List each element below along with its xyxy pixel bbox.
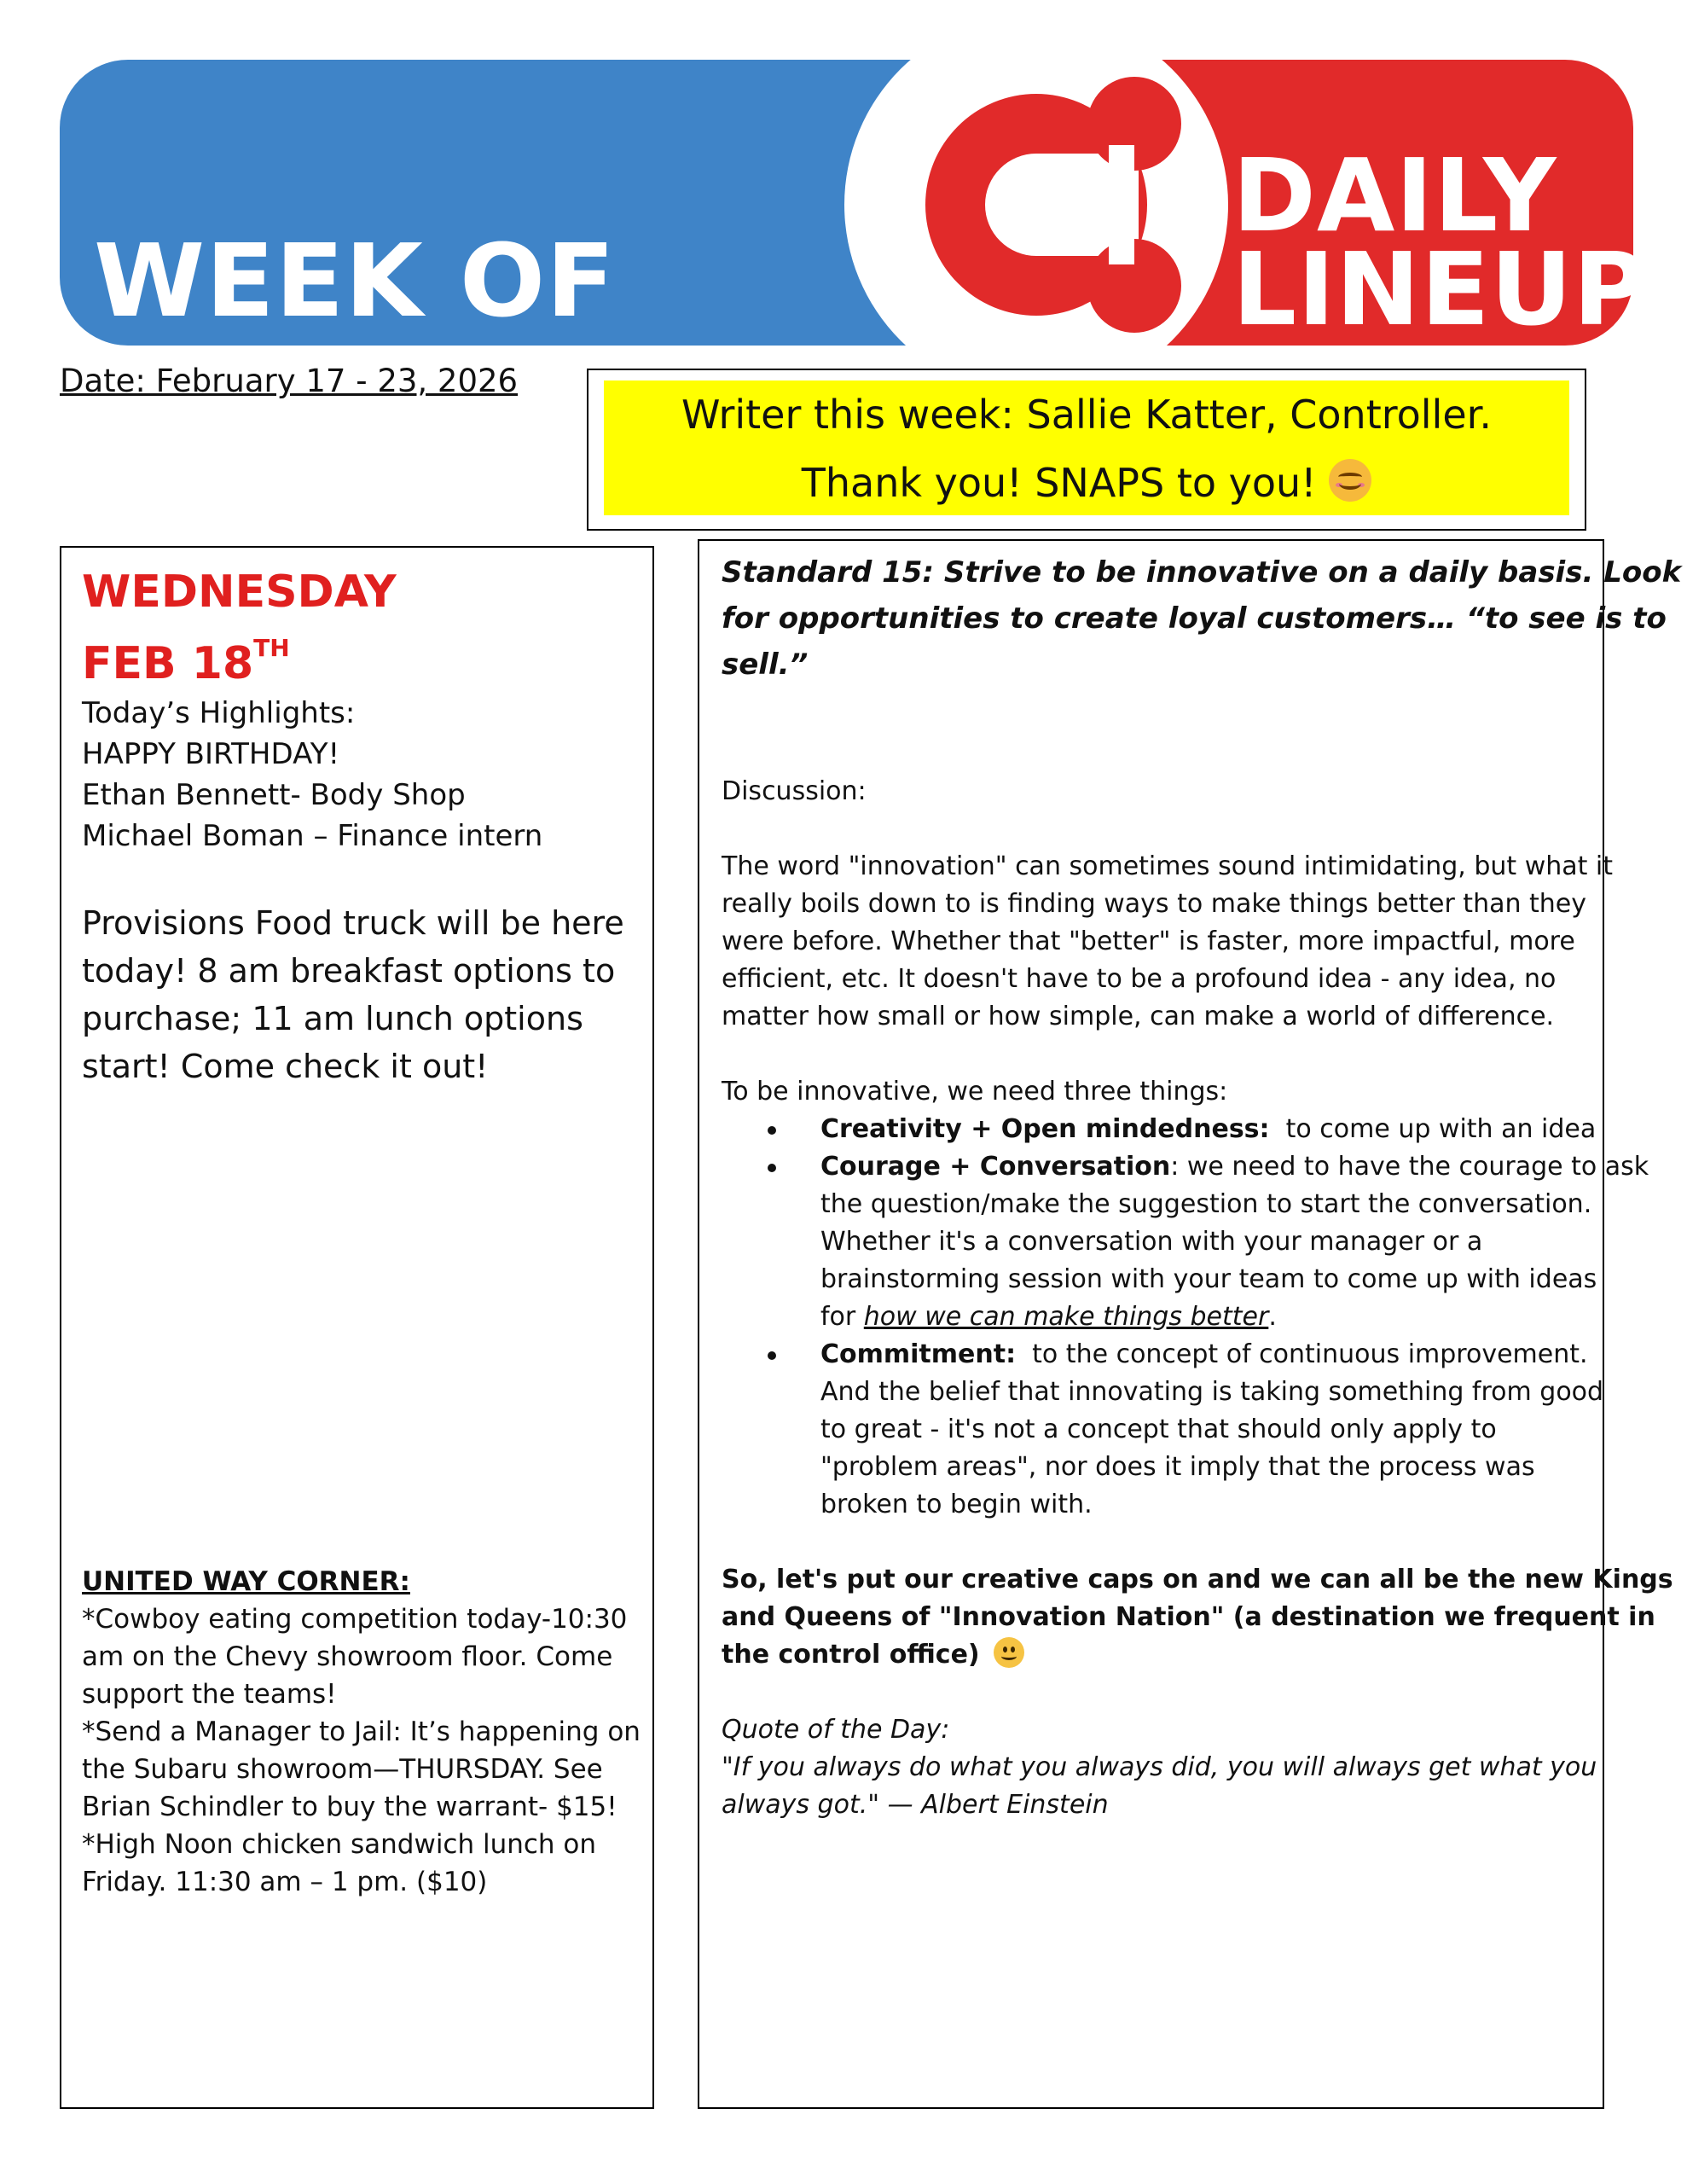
discussion-paragraph-line: The word "innovation" can sometimes sound intimidating, but what it <box>722 851 1614 881</box>
united-way-line: the Subaru showroom—THURSDAY. See <box>82 1754 603 1785</box>
date-heading <box>82 634 290 689</box>
bullet-courage-line: the question/make the suggestion to start the conversation. <box>820 1189 1592 1219</box>
bullet-courage <box>820 1148 1649 1186</box>
bullet-courage-line: brainstorming session with your team to come up with ideas <box>820 1264 1597 1294</box>
day-heading: WEDNESDAY <box>82 566 397 618</box>
smiling-face-icon <box>1329 459 1371 502</box>
closing-line: and Queens of "Innovation Nation" (a destination we frequent in <box>722 1602 1655 1632</box>
united-way-line: *Send a Manager to Jail: It’s happening on <box>82 1716 641 1747</box>
banner-lineup: LINEUP <box>1232 230 1648 348</box>
discussion-paragraph-line: efficient, etc. It doesn't have to be a profound idea - any idea, no <box>722 964 1557 994</box>
standard-line: for opportunities to create loyal customers… “to see is to <box>722 601 1667 636</box>
food-truck-line: start! Come check it out! <box>82 1048 489 1085</box>
date-heading-main: FEB 18 <box>82 638 254 689</box>
food-truck-line: Provisions Food truck will be here <box>82 904 624 942</box>
writer-thanks: Thank you! SNAPS to you! <box>801 460 1317 506</box>
banner-daily: DAILY <box>1232 136 1557 254</box>
standard-line: Standard 15: Strive to be innovative on a daily basis. Look <box>722 555 1682 590</box>
food-truck-line: today! 8 am breakfast options to <box>82 952 616 990</box>
writer-line-1: Writer this week: Sallie Katter, Controller. <box>681 392 1492 438</box>
discussion-paragraph-line: were before. Whether that "better" is faster, more impactful, more <box>722 926 1575 956</box>
closing-line: So, let's put our creative caps on and we can all be the new Kings <box>722 1565 1673 1594</box>
standard-line: sell.” <box>722 648 809 682</box>
writer-line-2 <box>604 449 1569 517</box>
closing-line-last <box>722 1636 1024 1674</box>
bullet-courage-line <box>820 1298 1277 1336</box>
make-things-better-phrase: how we can make things better <box>863 1302 1269 1332</box>
bullet-courage-end: . <box>1268 1302 1277 1332</box>
food-truck-line: purchase; 11 am lunch options <box>82 1000 583 1037</box>
birthday-person: Michael Boman – Finance intern <box>82 819 543 853</box>
three-things-intro: To be innovative, we need three things: <box>722 1077 1228 1107</box>
discussion-paragraph-line: really boils down to is finding ways to make things better than they <box>722 889 1587 919</box>
discussion-label: Discussion: <box>722 776 867 806</box>
highlights-label: Today’s Highlights: <box>82 696 356 730</box>
united-way-line: support the teams! <box>82 1679 337 1710</box>
bullet-commitment-title: Commitment: <box>820 1339 1017 1369</box>
birthday-heading: HAPPY BIRTHDAY! <box>82 737 340 771</box>
united-way-line: *High Noon chicken sandwich lunch on <box>82 1829 597 1860</box>
united-way-line: Brian Schindler to buy the warrant- $15! <box>82 1792 617 1822</box>
discussion-paragraph-line: matter how small or how simple, can make a world of difference. <box>722 1002 1555 1031</box>
bullet-commitment-line: And the belief that innovating is taking something from good <box>820 1377 1604 1407</box>
united-way-line: am on the Chevy showroom floor. Come <box>82 1641 613 1672</box>
writer-highlight <box>604 380 1569 515</box>
bullet-icon <box>768 1126 776 1135</box>
banner-week-of: WEEK OF <box>94 222 616 340</box>
bullet-creativity-title: Creativity + Open mindedness: <box>820 1114 1270 1144</box>
bullet-courage-for: for <box>820 1302 864 1332</box>
date-heading-suffix: TH <box>253 634 290 662</box>
bullet-creativity-text: to come up with an idea <box>1269 1114 1597 1144</box>
bullet-creativity <box>820 1111 1596 1148</box>
bullet-commitment-line: broken to begin with. <box>820 1490 1093 1519</box>
closing-line-text: the control office) <box>722 1640 980 1670</box>
bullet-icon <box>768 1164 776 1172</box>
united-way-line: Friday. 11:30 am – 1 pm. ($10) <box>82 1867 488 1897</box>
quote-line: "If you always do what you always did, you will always get what you <box>722 1752 1597 1782</box>
united-way-heading: UNITED WAY CORNER: <box>82 1566 410 1597</box>
bullet-commitment-line: to great - it's not a concept that should only apply to <box>820 1414 1497 1444</box>
bullet-icon <box>768 1351 776 1360</box>
bullet-commitment-text: to the concept of continuous improvement. <box>1016 1339 1588 1369</box>
birthday-person: Ethan Bennett- Body Shop <box>82 778 466 812</box>
quote-line: always got." — Albert Einstein <box>722 1790 1109 1820</box>
bullet-courage-title: Courage + Conversation <box>820 1152 1171 1182</box>
bullet-courage-line: Whether it's a conversation with your manager or a <box>820 1227 1483 1257</box>
bullet-commitment <box>820 1336 1588 1374</box>
united-way-line: *Cowboy eating competition today-10:30 <box>82 1604 628 1635</box>
standard-discussion-panel <box>698 539 1682 2109</box>
smiley-icon <box>994 1637 1024 1668</box>
bullet-courage-text: : we need to have the courage to ask <box>1170 1152 1649 1182</box>
bullet-commitment-line: "problem areas", nor does it imply that the process was <box>820 1452 1535 1482</box>
writer-box <box>587 369 1586 531</box>
daily-highlights-panel <box>60 546 654 2109</box>
quote-label: Quote of the Day: <box>722 1715 950 1745</box>
date-range: Date: February 17 - 23, 2026 <box>60 363 519 399</box>
